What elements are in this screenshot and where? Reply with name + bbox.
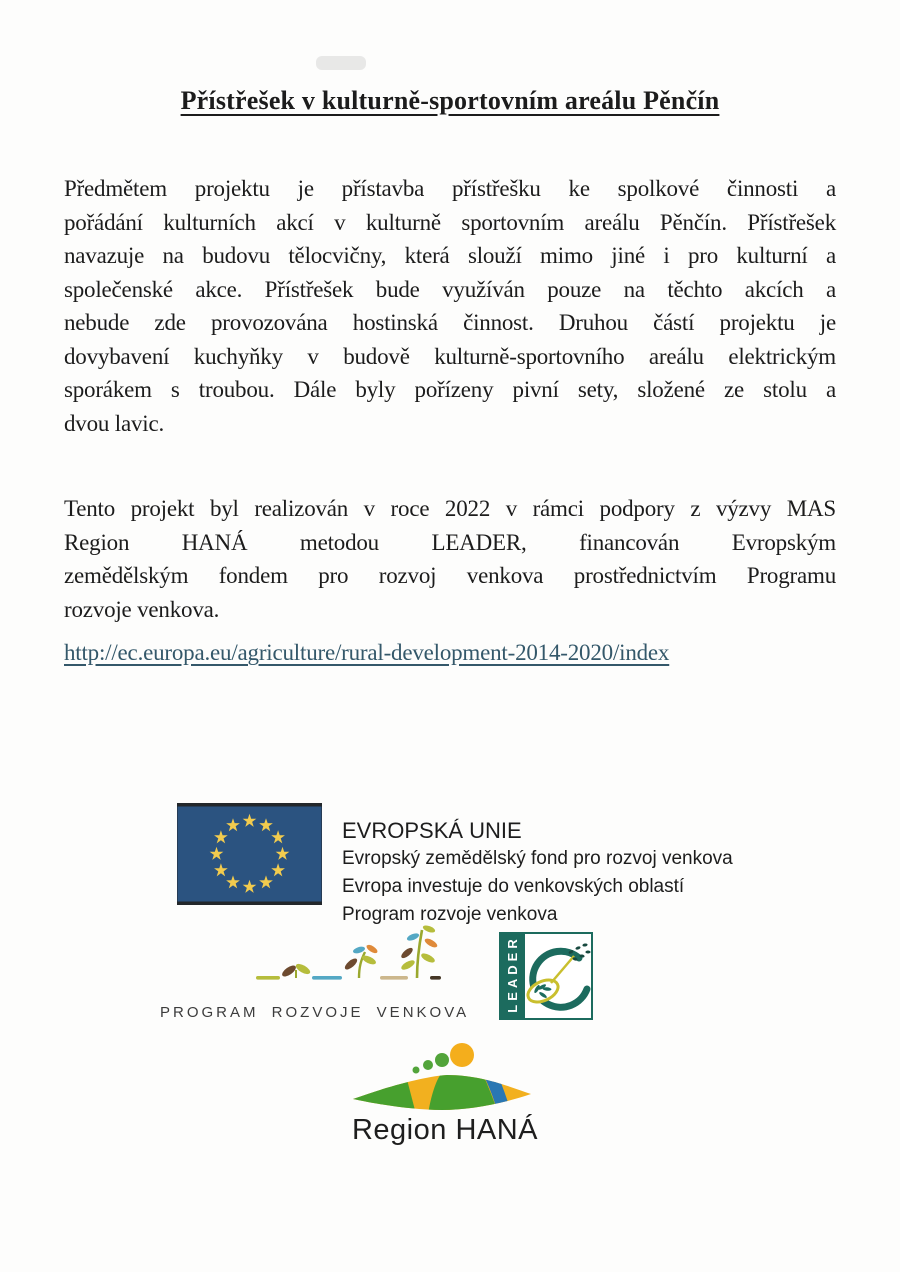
document-title: Přístřešek v kulturně-sportovním areálu Pěnčín — [180, 86, 720, 115]
text-line: rozvoje venkova. — [64, 596, 220, 622]
text-line: Tento projekt byl realizován v roce 2022 v rámci podpory z výzvy MAS — [64, 496, 836, 521]
text-line: dovybavení kuchyňky v budově kulturně-sportovního areálu elektrickým — [64, 343, 836, 369]
text-line: nebude zde provozována hostinská činnost. Druhou částí projektu je — [64, 310, 836, 335]
scan-artifact — [316, 56, 366, 70]
paragraph-project-funding — [64, 492, 836, 626]
text-line: Region HANÁ metodou LEADER, financován Evropským — [64, 529, 836, 555]
eu-heading: EVROPSKÁ UNIE — [342, 818, 522, 843]
leader-label: LEADER — [505, 935, 520, 1013]
text-line: společenské akce. Přístřešek bude využíván pouze na těchto akcích a — [64, 276, 836, 302]
text-line: pořádání kulturních akcí v kulturně sportovním areálu Pěnčín. Přístřešek — [64, 209, 836, 235]
rural-development-link[interactable]: http://ec.europa.eu/agriculture/rural-development-2014-2020/index — [64, 640, 670, 665]
eu-flag-icon — [177, 803, 322, 905]
program-rozvoje-venkova-label: PROGRAM ROZVOJE VENKOVA — [160, 1004, 470, 1021]
eu-text-block — [342, 816, 733, 929]
paragraph-project-description — [64, 172, 836, 440]
eu-text-line: Program rozvoje venkova — [342, 904, 558, 925]
text-line: Předmětem projektu je přístavba přístřešku ke spolkové činnosti a — [64, 176, 836, 201]
region-hana-logo-icon — [350, 1042, 535, 1114]
text-line: navazuje na budovu tělocvičny, která slouží mimo jiné i pro kulturní a — [64, 243, 836, 268]
text-line: dvou lavic. — [64, 410, 164, 436]
region-hana-label: Region HANÁ — [351, 1114, 539, 1146]
program-rozvoje-venkova-logo-icon — [256, 920, 441, 988]
eu-text-line: Evropa investuje do venkovských oblastí — [342, 876, 685, 897]
text-line: sporákem s troubou. Dále byly pořízeny pivní sety, složené ze stolu a — [64, 377, 836, 402]
text-line: zemědělským fondem pro rozvoj venkova prostřednictvím Programu — [64, 563, 836, 588]
eu-text-line: Evropský zemědělský fond pro rozvoj venkova — [342, 848, 733, 869]
